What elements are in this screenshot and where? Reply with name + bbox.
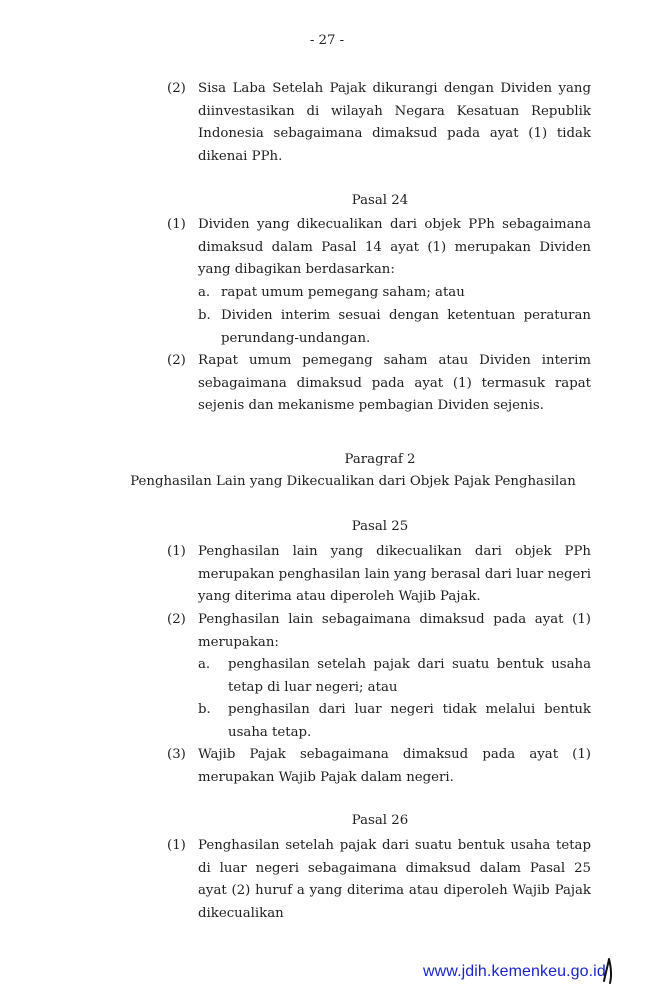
- ayat-number: (2): [167, 612, 186, 627]
- pasal-26-title: Pasal 26: [351, 813, 409, 828]
- pasal-24-item-a: [198, 282, 591, 305]
- ayat-text: Penghasilan lain yang dikecualikan dari objek PPh merupakan penghasilan lain yang berasal dari luar negeri yang diterima atau diperoleh Wajib Pajak.: [198, 544, 591, 604]
- item-text: penghasilan setelah pajak dari suatu bentuk usaha tetap di luar negeri; atau: [228, 657, 591, 695]
- ayat-text: Penghasilan lain sebagaimana dimaksud pada ayat (1) merupakan:: [198, 612, 591, 650]
- item-letter: a.: [198, 657, 211, 672]
- paragraf-2-subtitle: Penghasilan Lain yang Dikecualikan dari Objek Pajak Penghasilan: [130, 474, 576, 489]
- pasal-24-item-b: [198, 305, 591, 350]
- pasal-24-title: Pasal 24: [351, 193, 409, 208]
- ayat-number: (2): [167, 353, 186, 368]
- ayat-text: Sisa Laba Setelah Pajak dikurangi dengan Dividen yang diinvestasikan di wilayah Negara Kesatuan Republik Indonesia sebagaimana dimaksud pada ayat (1) tidak dikenai PPh.: [198, 81, 591, 164]
- item-letter: b.: [198, 702, 211, 717]
- handwritten-mark-icon: [600, 957, 616, 987]
- ayat-2-prev: [167, 78, 591, 168]
- item-text: rapat umum pemegang saham; atau: [221, 285, 465, 300]
- pasal-25-ayat-2: [167, 609, 591, 654]
- pasal-25-ayat-3: [167, 744, 591, 789]
- jdih-website-link[interactable]: www.jdih.kemenkeu.go.id: [423, 963, 606, 980]
- ayat-number: (3): [167, 747, 186, 762]
- item-letter: a.: [198, 285, 211, 300]
- ayat-text: Rapat umum pemegang saham atau Dividen interim sebagaimana dimaksud pada ayat (1) termasuk rapat sejenis dan mekanisme pembagian Dividen sejenis.: [198, 353, 591, 413]
- ayat-number: (1): [167, 217, 186, 232]
- page-number: - 27 -: [309, 33, 345, 48]
- item-text: Dividen interim sesuai dengan ketentuan peraturan perundang-undangan.: [221, 308, 591, 346]
- pasal-24-ayat-2: [167, 350, 591, 418]
- pasal-25-title: Pasal 25: [351, 519, 409, 534]
- pasal-25-item-b: [198, 699, 591, 744]
- item-letter: b.: [198, 308, 211, 323]
- pasal-24-ayat-1: [167, 214, 591, 282]
- ayat-text: Wajib Pajak sebagaimana dimaksud pada ayat (1) merupakan Wajib Pajak dalam negeri.: [198, 747, 591, 785]
- paragraf-2-title: Paragraf 2: [344, 452, 416, 467]
- ayat-text: Penghasilan setelah pajak dari suatu bentuk usaha tetap di luar negeri sebagaimana dimaksud dalam Pasal 25 ayat (2) huruf a yang diterima atau diperoleh Wajib Pajak dikecualikan: [198, 838, 591, 921]
- item-text: penghasilan dari luar negeri tidak melalui bentuk usaha tetap.: [228, 702, 591, 740]
- pasal-25-ayat-1: [167, 541, 591, 609]
- ayat-number: (1): [167, 838, 186, 853]
- ayat-number: (1): [167, 544, 186, 559]
- ayat-text: Dividen yang dikecualikan dari objek PPh sebagaimana dimaksud dalam Pasal 14 ayat (1) merupakan Dividen yang dibagikan berdasarkan:: [198, 217, 591, 277]
- pasal-26-ayat-1: [167, 835, 591, 925]
- pasal-25-item-a: [198, 654, 591, 699]
- ayat-number: (2): [167, 81, 186, 96]
